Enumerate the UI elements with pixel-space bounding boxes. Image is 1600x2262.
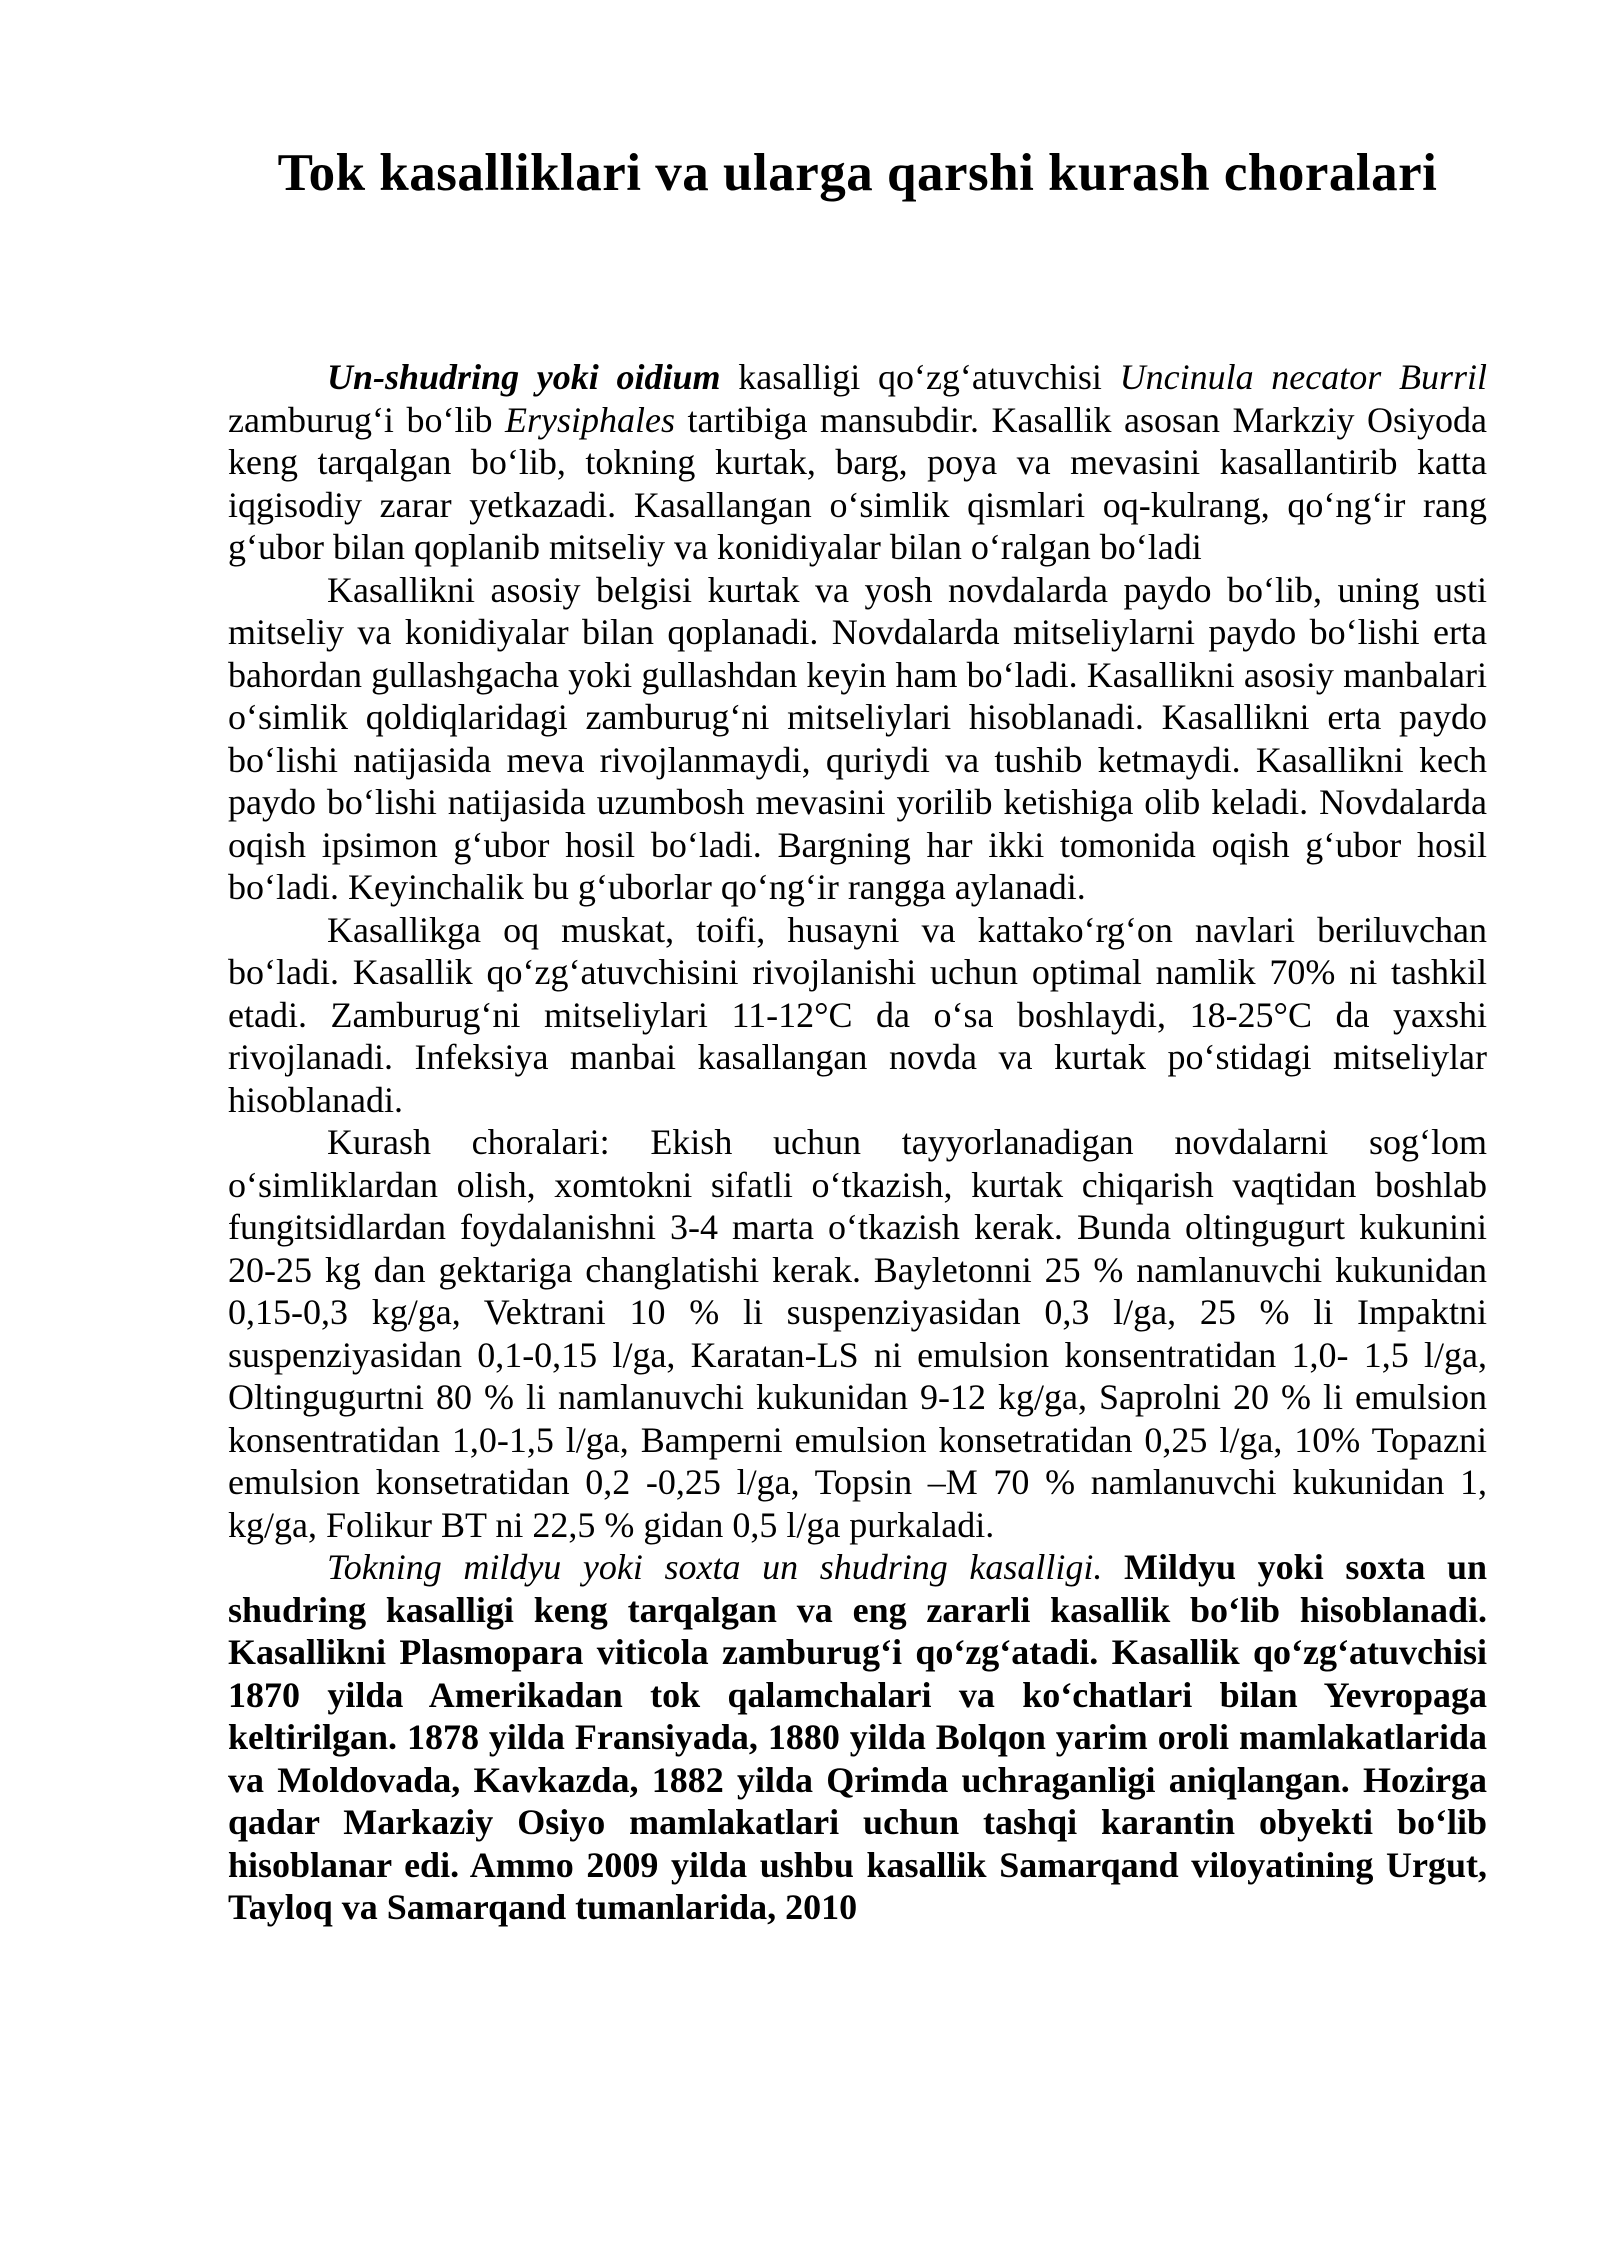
run-mildew-body-bold: Mildyu yoki soxta un shudring kasalligi keng tarqalgan va eng zararli kasallik bo‘lib hisoblanadi. Kasallikni Plasmopara viticola zamburug‘i qo‘zg‘atadi. Kasallik qo‘zg‘atuvchisi 1870 yilda Amerikadan tok qalamchalari va ko‘chatlari bilan Yevropaga keltirilgan. 1878 yilda Fransiyada, 1880 yilda Bolqon yarim oroli mamlakatlarida va Moldovada, Kavkazda, 1882 yilda Qrimda uchraganligi aniqlangan. Hozirga qadar Markaziy Osiyo mamlakatlari uchun tashqi karantin obyekti bo‘lib hisoblanar edi. Ammo 2009 yilda ushbu kasallik Samarqand viloyatining Urgut, Tayloq va Samarqand tumanlarida, 2010	[228, 1547, 1487, 1927]
paragraph-symptoms	[228, 569, 1487, 909]
run-text: Kurash choralari: Ekish uchun tayyorlanadigan novdalarni sog‘lom o‘simliklardan olish, xomtokni sifatli o‘tkazish, kurtak chiqarish vaqtidan boshlab fungitsidlardan foydalanishni 3-4 marta o‘tkazish kerak. Bunda oltingugurt kukunini 20-25 kg dan gektariga changlatishi kerak. Bayletonni 25 % namlanuvchi kukunidan 0,15-0,3 kg/ga, Vektrani 10 % li suspenziyasidan 0,3 l/ga, 25 % li Impaktni suspenziyasidan 0,1-0,15 l/ga, Karatan-LS ni emulsion konsentratidan 1,0- 1,5 l/ga, Oltingugurtni 80 % li namlanuvchi kukunidan 9-12 kg/ga, Saprolni 20 % li emulsion konsentratidan 1,0-1,5 l/ga, Bamperni emulsion konsetratidan 0,25 l/ga, 10% Topazni emulsion konsetratidan 0,2 -0,25 l/ga, Topsin –M 70 % namlanuvchi kukunidan 1, kg/ga, Folikur BT ni 22,5 % gidan 0,5 l/ga purkaladi.	[228, 1122, 1487, 1545]
paragraph-oidium-intro	[228, 356, 1487, 569]
run-text: kasalligi qo‘zg‘atuvchisi	[720, 357, 1120, 397]
run-text: Kasallikni asosiy belgisi kurtak va yosh novdalarda paydo bo‘lib, uning usti mitseliy va konidiyalar bilan qoplanadi. Novdalarda mitseliylarni paydo bo‘lishi erta bahordan gullashgacha yoki gullashdan keyin ham bo‘ladi. Kasallikni asosiy manbalari o‘simlik qoldiqlaridagi zamburug‘ni mitseliylari hisoblanadi. Kasallikni erta paydo bo‘lishi natijasida meva rivojlanmaydi, quriydi va tushib ketmaydi. Kasallikni kech paydo bo‘lishi natijasida uzumbosh mevasini yorilib ketishiga olib keladi. Novdalarda oqish ipsimon g‘ubor hosil bo‘ladi. Bargning har ikki tomonida oqish g‘ubor hosil bo‘ladi. Keyinchalik bu g‘uborlar qo‘ng‘ir rangga aylanadi.	[228, 569, 1487, 907]
run-text: Kasallikga oq muskat, toifi, husayni va kattako‘rg‘on navlari beriluvchan bo‘ladi. Kasallik qo‘zg‘atuvchisini rivojlanishi uchun optimal namlik 70% ni tashkil etadi. Zamburug‘ni mitseliylari 11-12°C da o‘sa boshlaydi, 18-25°C da yaxshi rivojlanadi. Infeksiya manbai kasallangan novda va kurtak po‘stidagi mitseliylar hisoblanadi.	[228, 909, 1487, 1120]
run-text: zamburug‘i bo‘lib	[228, 399, 505, 440]
run-latin-order-name: Erysiphales	[505, 399, 675, 440]
paragraph-susceptible-varieties	[228, 909, 1487, 1122]
run-latin-pathogen-name: Uncinula necator Burril	[1119, 357, 1488, 397]
document-body	[228, 356, 1487, 1929]
paragraph-control-measures	[228, 1121, 1487, 1546]
run-text: tartibiga mansubdir. Kasallik asosan Markziy Osiyoda keng tarqalgan bo‘lib, tokning kurtak, barg, poya va mevasini kasallantirib katta iqgisodiy zarar yetkazadi. Kasallangan o‘simlik qismlari oq-kulrang, qo‘ng‘ir rang g‘ubor bilan qoplanib mitseliy va konidiyalar bilan o‘ralgan bo‘ladi	[228, 399, 1487, 567]
run-mildew-heading-italic: Tokning mildyu yoki soxta un shudring kasalligi.	[327, 1547, 1103, 1587]
document-title: Tok kasalliklari va ularga qarshi kurash choralari	[277, 144, 1438, 202]
run-disease-name-bold-italic: Un-shudring yoki oidium	[327, 357, 721, 397]
paragraph-mildew-intro	[228, 1546, 1487, 1929]
